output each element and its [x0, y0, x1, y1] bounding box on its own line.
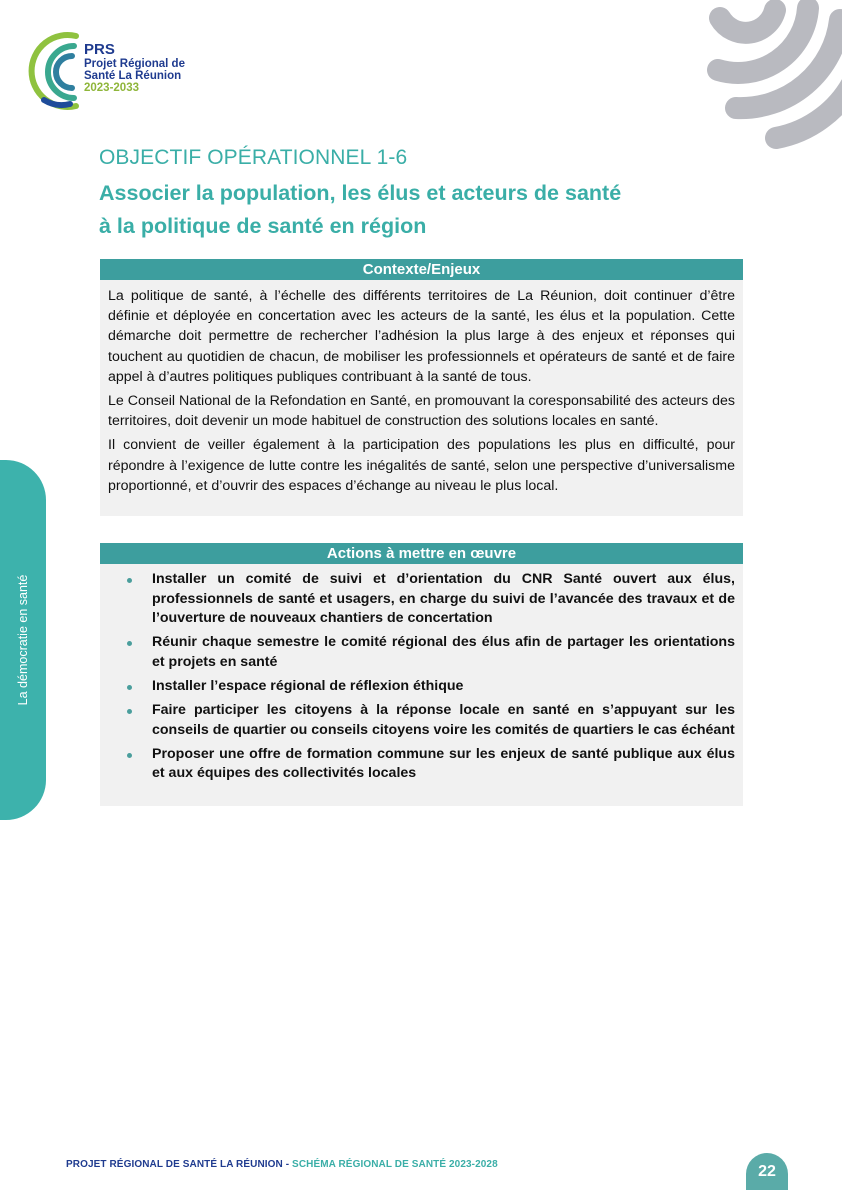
footer-separator: - [282, 1159, 293, 1170]
logo-acronym: PRS [84, 41, 115, 58]
context-paragraph: Le Conseil National de la Refondation en Santé, en promouvant la coresponsabilité des acteurs des territoires, doit devenir un mode habituel de construction des solutions locales en santé. [108, 393, 736, 430]
footer-schema-title: SCHÉMA RÉGIONAL DE SANTÉ 2023-2028 [292, 1159, 498, 1170]
bullet-icon [127, 753, 132, 758]
footer [66, 1159, 498, 1170]
objective-title-line-1: Associer la population, les élus et acteurs de santé [99, 181, 622, 205]
context-paragraph: Il convient de veiller également à la participation des populations les plus en difficulté, pour répondre à l’exigence de lutte contre les inégalités de santé, selon une perspective d’universalisme proportionné, et d’ouvrir des espaces d’échange au niveau le plus local. [108, 437, 735, 494]
page-number: 22 [746, 1153, 788, 1190]
actions-heading: Actions à mettre en œuvre [100, 543, 743, 564]
action-item [124, 570, 735, 629]
prs-logo-arcs-icon [24, 30, 84, 112]
action-item [124, 633, 735, 672]
action-item [124, 745, 735, 784]
context-heading: Contexte/Enjeux [100, 259, 743, 280]
logo-line-1: Projet Régional de [84, 57, 185, 70]
action-item [124, 677, 735, 697]
logo-years: 2023-2033 [84, 81, 139, 94]
objective-title [99, 177, 699, 243]
action-text: Installer un comité de suivi et d’orientation du CNR Santé ouvert aux élus, professionnels de santé et usagers, en charge du suivi de l’avancée des travaux et de l’ouverture de nouveaux chantiers de concertation [152, 571, 735, 627]
objective-label: OBJECTIF OPÉRATIONNEL 1-6 [99, 146, 408, 169]
section-side-tab [0, 460, 46, 820]
context-box [100, 259, 743, 516]
bullet-icon [127, 578, 132, 583]
side-tab-label: La démocratie en santé [16, 574, 30, 706]
actions-box [100, 543, 743, 806]
context-paragraph: La politique de santé, à l’échelle des différents territoires de La Réunion, doit continuer d’être définie et déployée en concertation avec les acteurs de la santé, les élus et la population. Cette démarche doit permettre de rechercher l’adhésion la plus large à des enjeux et réponses qui touchent au quotidien de chacun, de mobiliser les professionnels et opérateurs de santé et de faire appel à d’autres politiques publiques contribuant à la santé de tous. [108, 288, 735, 385]
bullet-icon [127, 709, 132, 714]
objective-title-line-2: à la politique de santé en région [99, 214, 427, 238]
action-item [124, 701, 735, 740]
footer-document-title: PROJET RÉGIONAL DE SANTÉ LA RÉUNION [66, 1159, 283, 1170]
prs-logo [24, 30, 224, 112]
action-text: Réunir chaque semestre le comité régional des élus afin de partager les orientations et projets en santé [152, 634, 735, 670]
context-body [100, 280, 743, 496]
action-text: Installer l’espace régional de réflexion éthique [152, 677, 464, 694]
action-text: Proposer une offre de formation commune sur les enjeux de santé publique aux élus et aux équipes des collectivités locales [152, 745, 735, 782]
action-text: Faire participer les citoyens à la réponse locale en santé en s’appuyant sur les conseils de quartier ou conseils citoyens voire les comités de quartiers le cas échéant [152, 702, 735, 738]
logo-line-2: Santé La Réunion [84, 69, 182, 82]
bullet-icon [127, 641, 132, 646]
bullet-icon [127, 685, 132, 690]
actions-list [100, 564, 743, 784]
decorative-arcs-icon [680, 0, 842, 160]
